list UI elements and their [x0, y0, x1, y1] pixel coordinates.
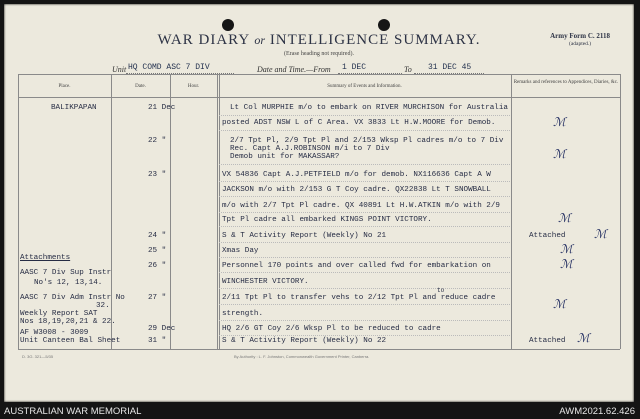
diary-page	[4, 4, 634, 402]
row-rule	[219, 242, 510, 243]
entry-text: Personnel 170 points and over called fwd for embarkation on	[222, 262, 491, 270]
entry-text: m/o with 2/7 Tpt Pl cadre. QX 40891 Lt H.W.ATKIN m/o with 2/9	[222, 202, 500, 210]
entry-remark: Attached	[529, 337, 566, 345]
attachment-item: Unit Canteen Bal Sheet	[20, 337, 121, 345]
table-top-rule	[18, 74, 620, 75]
print-code: D. 3G. 321—5/35	[22, 354, 54, 359]
entry-date: 24 "	[148, 232, 167, 240]
col-head-date: Date.	[135, 84, 146, 89]
row-rule	[219, 288, 510, 289]
row-rule	[219, 320, 510, 321]
entry-text: S & T Activity Report (Weekly) No 22	[222, 337, 387, 345]
date-from-label: Date and Time.—From	[257, 65, 331, 74]
col-head-remarks: Remarks and references to Appendices, Diaries, &c.	[513, 80, 619, 85]
to-label: To	[404, 65, 412, 74]
attachment-item: Weekly Report SAT	[20, 310, 98, 318]
row-rule	[219, 226, 510, 227]
form-note: (adapted.)	[568, 41, 592, 47]
initials-mark: ℳ	[594, 227, 607, 241]
form-number: Army Form C. 2118	[550, 32, 610, 40]
superscript-to: to	[437, 287, 445, 294]
entry-text: posted ADST NSW L of C Area. VX 3833 Lt H.W.MOORE for Demob.	[222, 119, 496, 127]
row-rule	[219, 212, 510, 213]
entry-text: Tpt Pl cadre all embarked KINGS POINT VICTORY.	[222, 216, 432, 224]
entry-date: 23 "	[148, 171, 167, 179]
entry-text: Demob unit for MAKASSAR?	[230, 153, 340, 161]
entry-place: BALIKPAPAN	[51, 104, 97, 112]
entry-date: 22 "	[148, 137, 167, 145]
table-header-rule	[18, 97, 620, 98]
entry-date: 31 "	[148, 337, 167, 345]
form-title	[4, 32, 634, 49]
entry-text: strength.	[222, 310, 264, 318]
unit-value: HQ COMD ASC 7 DIV	[128, 63, 210, 72]
entry-text: 2/11 Tpt Pl to transfer vehs to 2/12 Tpt Pl and reduce cadre	[222, 294, 496, 302]
attachment-item: AASC 7 Div Sup Instr	[20, 269, 112, 277]
initials-mark: ℳ	[560, 257, 573, 271]
printer-note: By Authority : L. F. Johnston, Commonwealth Government Printer, Canberra.	[234, 354, 370, 359]
initials-mark: ℳ	[553, 297, 566, 311]
title-war-diary: WAR DIARY	[157, 32, 250, 48]
entry-text: Lt Col MURPHIE m/o to embark on RIVER MURCHISON for Australia	[230, 104, 508, 112]
from-value: 1 DEC	[342, 63, 367, 72]
title-or: or	[254, 33, 266, 47]
column-rule	[18, 74, 19, 349]
initials-mark: ℳ	[558, 211, 571, 225]
col-head-place: Place.	[58, 84, 71, 89]
punch-hole-right	[378, 19, 390, 31]
attachment-item: Nos 18,19,20,21 & 22.	[20, 318, 116, 326]
entry-text: 2/7 Tpt Pl, 2/9 Tpt Pl and 2/153 Wksp Pl cadres m/o to 7 Div	[230, 137, 504, 145]
row-rule	[219, 181, 510, 182]
archive-caption: AUSTRALIAN WAR MEMORIAL	[4, 406, 142, 417]
entry-text: S & T Activity Report (Weekly) No 21	[222, 232, 387, 240]
entry-text: WINCHESTER VICTORY.	[222, 278, 309, 286]
attachment-item: AASC 7 Div Adm Instr No	[20, 294, 125, 302]
initials-mark: ℳ	[553, 147, 566, 161]
unit-label: Unit	[112, 65, 127, 74]
row-rule	[219, 196, 510, 197]
initials-mark: ℳ	[560, 242, 573, 256]
entry-date: 21 Dec	[148, 104, 176, 112]
entry-text: VX 54836 Capt A.J.PETFIELD m/o for demob. NX116636 Capt A W	[222, 171, 491, 179]
entry-date: 25 "	[148, 247, 167, 255]
row-rule	[219, 304, 510, 305]
row-rule	[219, 335, 510, 336]
title-intelligence-summary: INTELLIGENCE SUMMARY.	[269, 32, 481, 48]
table-bottom-rule	[18, 349, 620, 350]
column-rule	[170, 74, 171, 349]
row-rule	[219, 115, 510, 116]
col-head-hour: Hour.	[187, 84, 200, 89]
row-rule	[219, 164, 510, 165]
col-head-summary: Summary of Events and Information.	[327, 84, 402, 89]
form-number-block	[550, 32, 610, 48]
entry-text: Rec. Capt A.J.ROBINSON m/i to 7 Div	[230, 145, 390, 153]
attachment-item: No's 12, 13,14.	[34, 279, 103, 287]
attachment-item: 32.	[96, 302, 110, 310]
entry-date: 26 "	[148, 262, 167, 270]
entry-text: Xmas Day	[222, 247, 259, 255]
entry-date: 29 Dec	[148, 325, 176, 333]
attachment-item: AF W3008 - 3009	[20, 329, 89, 337]
initials-mark: ℳ	[553, 115, 566, 129]
row-rule	[219, 272, 510, 273]
entry-text: HQ 2/6 GT Coy 2/6 Wksp Pl to be reduced to cadre	[222, 325, 441, 333]
initials-mark: ℳ	[577, 331, 590, 345]
entry-date: 27 "	[148, 294, 167, 302]
column-rule	[620, 74, 621, 349]
to-value: 31 DEC 45	[428, 63, 472, 72]
row-rule	[219, 257, 510, 258]
row-rule	[219, 130, 510, 131]
entry-text: JACKSON m/o with 2/153 G T Coy cadre. QX22838 Lt T SNOWBALL	[222, 186, 491, 194]
punch-hole-left	[222, 19, 234, 31]
column-rule	[111, 74, 112, 349]
entry-remark: Attached	[529, 232, 566, 240]
attachments-heading: Attachments	[20, 254, 71, 262]
column-rule	[511, 74, 512, 349]
archive-reference: AWM2021.62.426	[559, 406, 635, 417]
form-subtitle: (Erase heading not required).	[284, 51, 354, 57]
